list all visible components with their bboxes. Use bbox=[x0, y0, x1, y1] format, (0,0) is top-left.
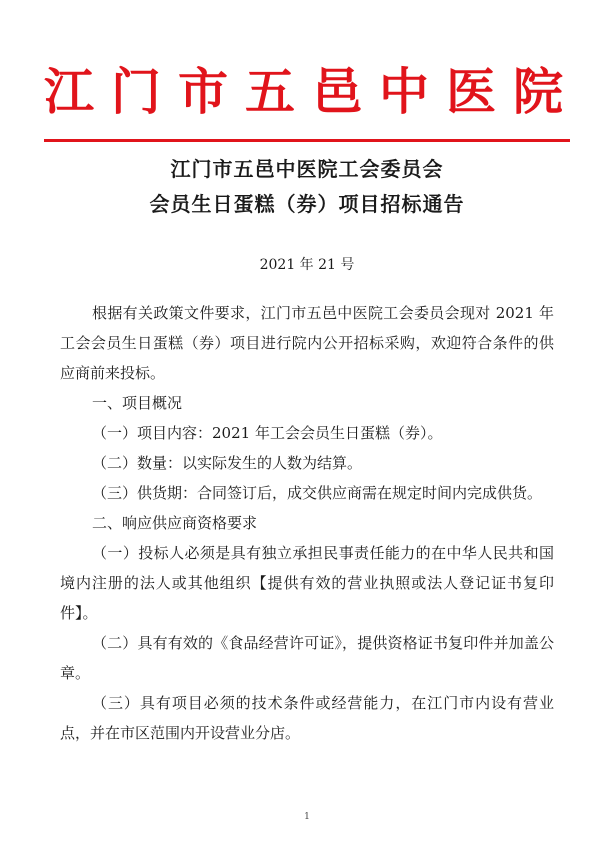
section2-heading: 二、响应供应商资格要求 bbox=[92, 514, 258, 532]
letterhead-red-rule bbox=[44, 139, 570, 142]
section2-item1: （一）投标人必须是具有独立承担民事责任能力的在中华人民共和国境内注册的法人或其他组织【提供有效的营业执照或法人登记证书复印件】。 bbox=[60, 544, 554, 622]
page-number: 1 bbox=[304, 812, 310, 822]
document-body bbox=[60, 298, 554, 748]
notice-title-line1: 江门市五邑中医院工会委员会 bbox=[170, 157, 444, 181]
section1-heading: 一、项目概况 bbox=[92, 394, 183, 412]
letterhead-org-name: 江门市五邑中医院 bbox=[44, 62, 580, 121]
intro-paragraph: 根据有关政策文件要求，江门市五邑中医院工会委员会现对 2021 年工会会员生日蛋糕（券）项目进行院内公开招标采购，欢迎符合条件的供应商前来投标。 bbox=[60, 304, 554, 382]
notice-title-line2: 会员生日蛋糕（券）项目招标通告 bbox=[149, 192, 465, 216]
section1-item2: （二）数量：以实际发生的人数为结算。 bbox=[92, 454, 363, 472]
document-number: 2021 年 21 号 bbox=[259, 257, 355, 273]
section2-item3: （三）具有项目必须的技术条件或经营能力，在江门市内设有营业点，并在市区范围内开设营业分店。 bbox=[60, 694, 554, 742]
section1-item1: （一）项目内容：2021 年工会会员生日蛋糕（券）。 bbox=[92, 424, 443, 442]
section1-item3: （三）供货期：合同签订后，成交供应商需在规定时间内完成供货。 bbox=[92, 484, 543, 502]
section2-item2: （二）具有有效的《食品经营许可证》，提供资格证书复印件并加盖公章。 bbox=[60, 634, 554, 682]
